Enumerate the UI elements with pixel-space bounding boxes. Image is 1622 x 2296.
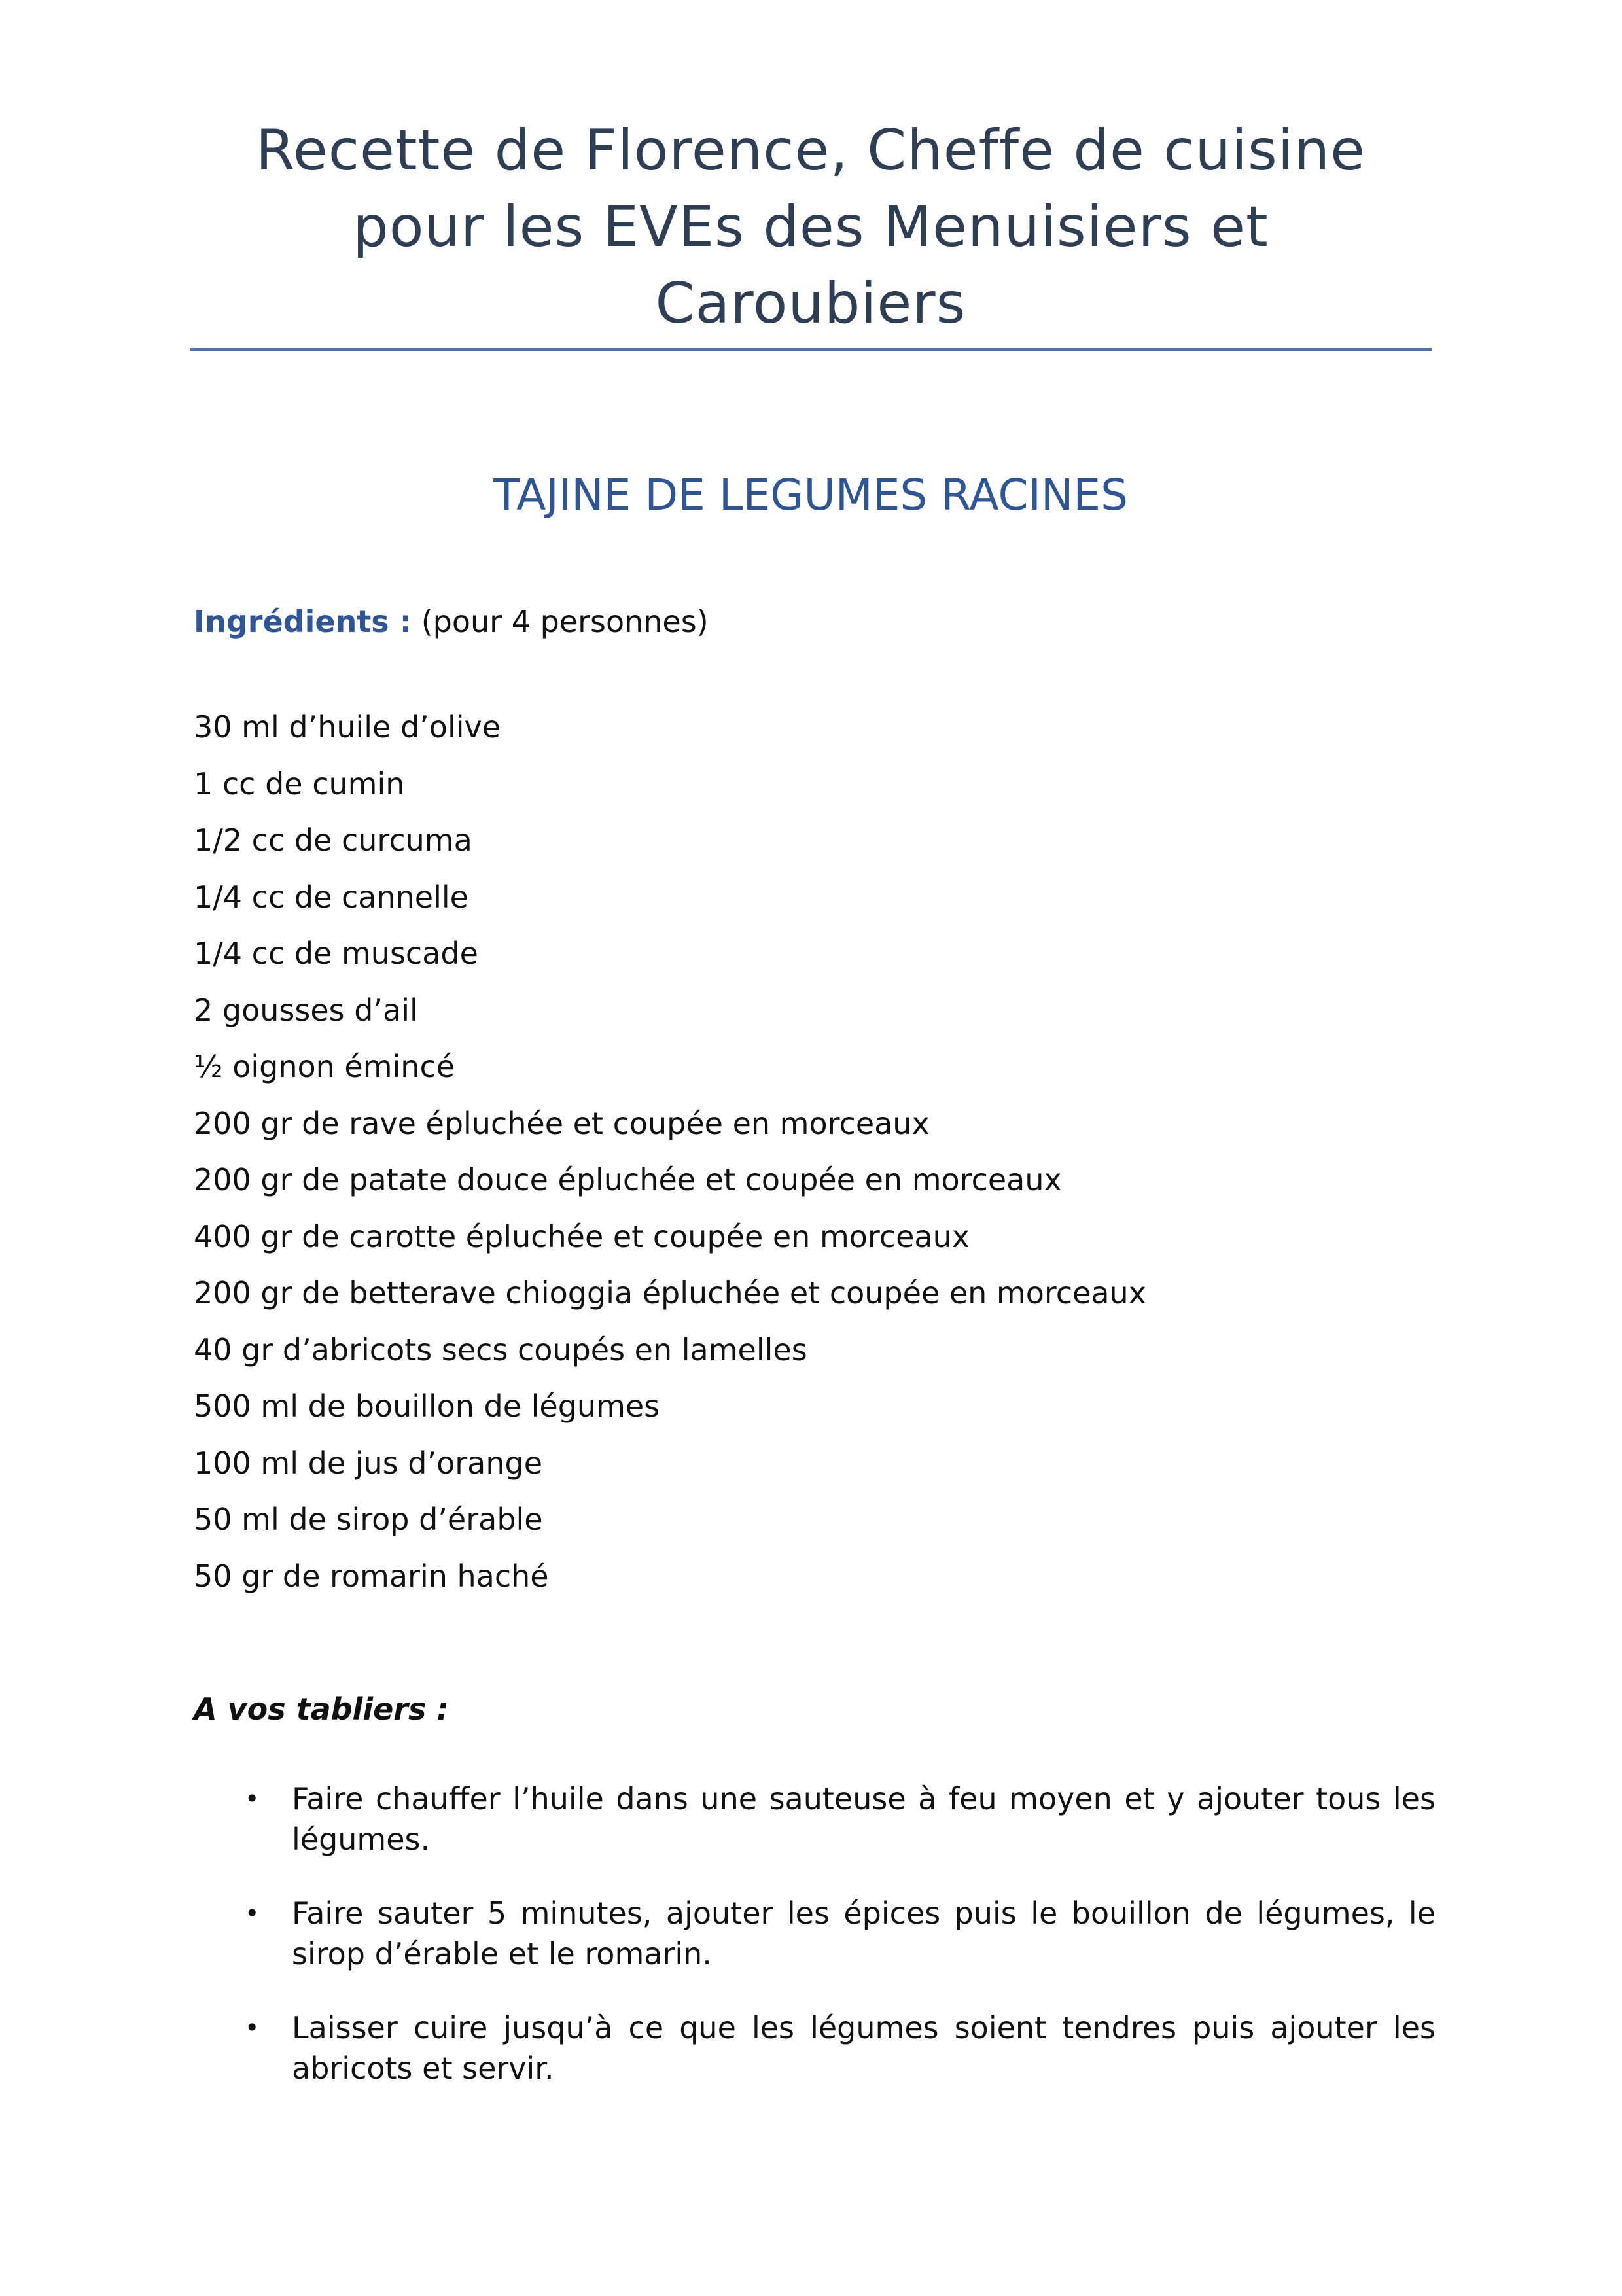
bullet-icon: • (245, 1899, 260, 1928)
steps-list (194, 1778, 1436, 2122)
ingredient-item: 40 gr d’abricots secs coupés en lamelles (194, 1332, 807, 1368)
steps-heading: A vos tabliers : (194, 1691, 449, 1727)
bullet-icon: • (245, 2013, 260, 2042)
ingredient-item: 200 gr de rave épluchée et coupée en morceaux (194, 1105, 930, 1141)
ingredient-item: 1/2 cc de curcuma (194, 822, 472, 858)
ingredient-item: 500 ml de bouillon de légumes (194, 1388, 660, 1424)
step-item (194, 1893, 1436, 1974)
recipe-title: TAJINE DE LEGUMES RACINES (493, 470, 1128, 520)
step-text: Faire chauffer l’huile dans une sauteuse à feu moyen et y ajouter tous les légumes. (292, 1781, 1436, 1857)
serving-note: (pour 4 personnes) (421, 604, 709, 639)
ingredient-item: 200 gr de patate douce épluchée et coupée en morceaux (194, 1162, 1062, 1197)
step-item (194, 1778, 1436, 1860)
ingredient-item: 1/4 cc de cannelle (194, 879, 468, 915)
page-title-line-3: Caroubiers (655, 271, 966, 336)
page-title-line-2: pour les EVEs des Menuisiers et (353, 194, 1269, 260)
ingredient-item: 50 gr de romarin haché (194, 1558, 549, 1594)
step-text: Laisser cuire jusqu’à ce que les légumes soient tendres puis ajouter les abricots et servir. (292, 2010, 1436, 2086)
ingredient-item: 400 gr de carotte épluchée et coupée en morceaux (194, 1218, 970, 1254)
ingredient-item: 1 cc de cumin (194, 766, 405, 802)
ingredient-item: 30 ml d’huile d’olive (194, 709, 501, 745)
step-item (194, 2007, 1436, 2089)
ingredient-item: 2 gousses d’ail (194, 992, 418, 1028)
ingredient-item: 100 ml de jus d’orange (194, 1445, 542, 1481)
title-divider (190, 348, 1432, 351)
ingredients-heading (194, 601, 709, 643)
ingredient-item: 200 gr de betterave chioggia épluchée et coupée en morceaux (194, 1275, 1146, 1311)
ingredients-label: Ingrédients : (194, 604, 412, 639)
ingredient-item: ½ oignon émincé (194, 1049, 455, 1084)
page-title (190, 113, 1432, 342)
page-title-line-1: Recette de Florence, Cheffe de cuisine (255, 118, 1366, 183)
ingredient-item: 1/4 cc de muscade (194, 936, 478, 971)
ingredient-list (194, 699, 1146, 1604)
bullet-icon: • (245, 1784, 260, 1813)
ingredient-item: 50 ml de sirop d’érable (194, 1502, 543, 1537)
step-text: Faire sauter 5 minutes, ajouter les épices puis le bouillon de légumes, le sirop d’érable et le romarin. (292, 1896, 1436, 1971)
